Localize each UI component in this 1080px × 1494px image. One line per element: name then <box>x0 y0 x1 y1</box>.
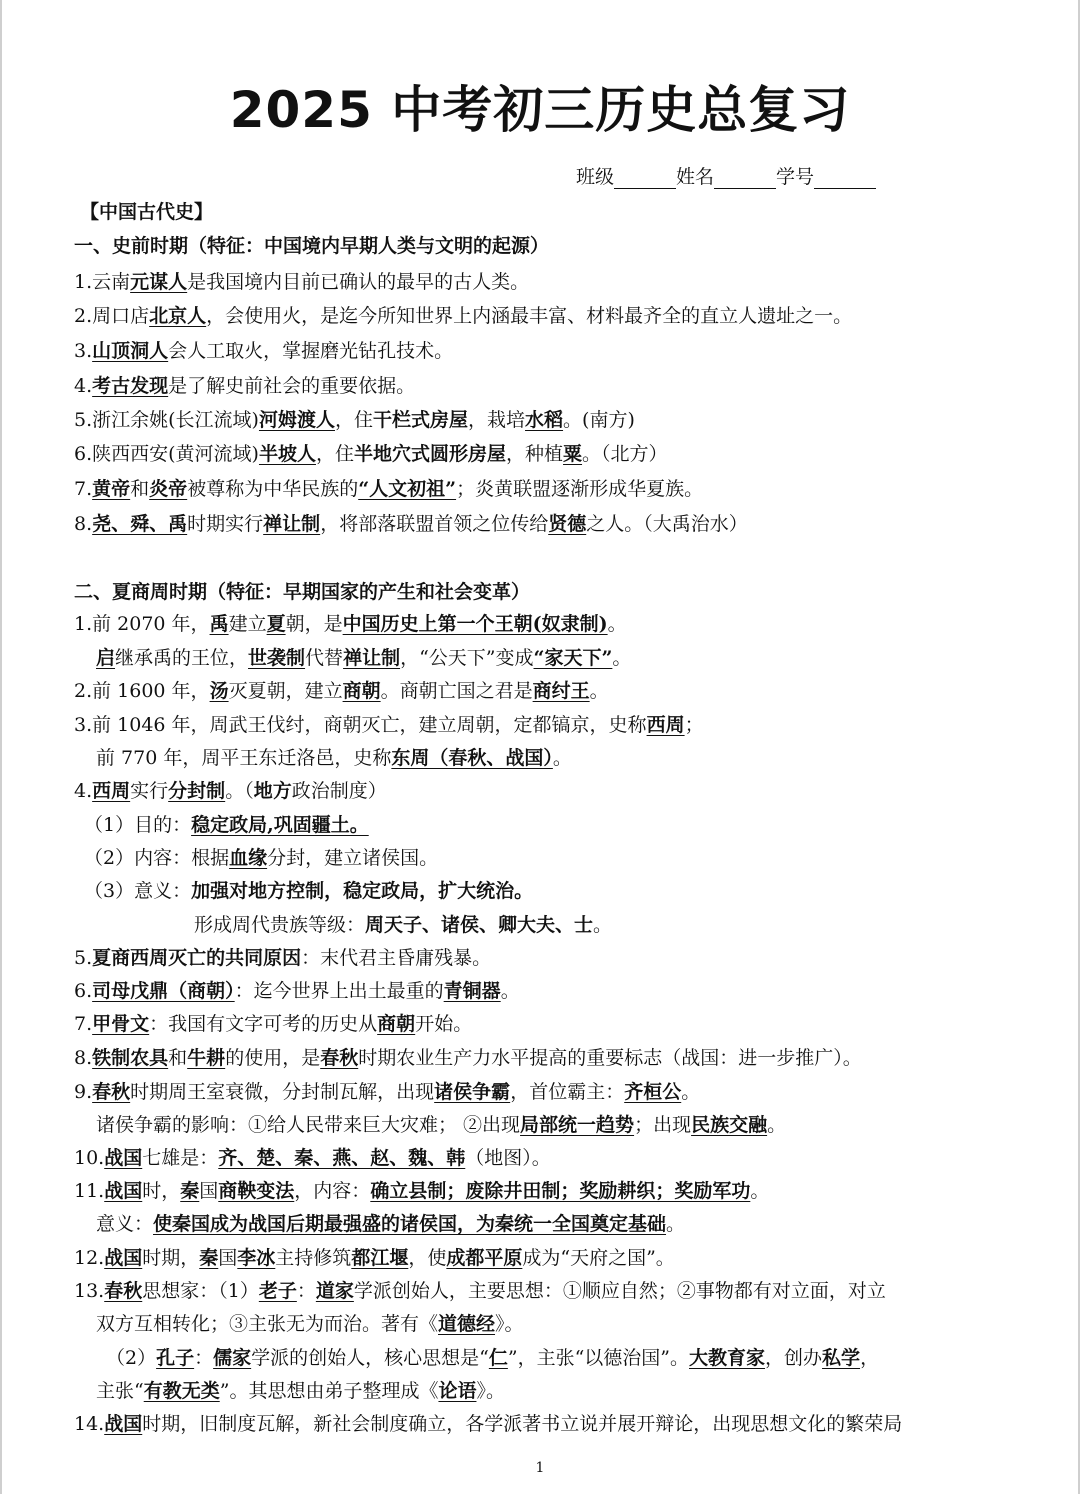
key-term: “人文初祖” <box>358 478 457 500</box>
text-run: 是了解史前社会的重要依据。 <box>168 375 416 397</box>
text-run: ；炎黄联盟逐渐形成华夏族。 <box>456 478 704 500</box>
text-run: 时期周王室衰微，分封制瓦解，出现 <box>130 1081 435 1103</box>
text-run: ， <box>860 1347 880 1369</box>
key-term: 尧、舜、禹 <box>92 513 188 535</box>
key-term: 老子 <box>258 1280 297 1302</box>
key-term: 春秋 <box>104 1280 143 1302</box>
text-run: 继承禹的王位， <box>115 647 249 669</box>
key-term: 秦 <box>180 1180 200 1202</box>
key-term: 中国历史上第一个王朝(奴隶制) <box>342 613 608 635</box>
key-term: 李冰 <box>237 1247 276 1269</box>
key-term: 齐、楚、秦、燕、赵、魏、韩 <box>218 1147 466 1169</box>
key-term: 孔子 <box>156 1347 195 1369</box>
text-line <box>96 1312 524 1336</box>
key-term: 粟 <box>563 443 583 465</box>
key-term: 甲骨文 <box>92 1013 150 1035</box>
text-line <box>74 979 520 1003</box>
key-term: 有教无类 <box>143 1380 220 1402</box>
text-run: 3.前 1046 年，周武王伐纣，商朝灭亡，建立周朝，定都镐京，史称 <box>74 714 647 736</box>
text-run: 5.浙江余姚(长江流域) <box>74 409 259 431</box>
text-run: 。 <box>612 647 632 669</box>
id-label: 学号 <box>776 166 815 188</box>
text-run: ，种植 <box>506 443 564 465</box>
text-line <box>84 879 533 903</box>
text-run: 形成周代贵族等级： <box>194 914 366 936</box>
text-run: 。 <box>552 747 572 769</box>
text-run: 双方互相转化；③主张无为而治。著有《 <box>96 1313 439 1335</box>
key-term: 启 <box>96 647 116 669</box>
text-run: ，住 <box>334 409 373 431</box>
text-line <box>74 1246 675 1270</box>
text-line <box>74 779 387 803</box>
text-run: 七雄是： <box>142 1147 219 1169</box>
text-run: 11. <box>74 1180 105 1202</box>
text-run: 。（ <box>225 780 254 802</box>
text-run: ，使 <box>408 1247 447 1269</box>
key-term: 战国 <box>104 1413 143 1435</box>
text-line <box>74 1046 862 1070</box>
key-term: 禅让制 <box>343 647 401 669</box>
key-term: 黄帝 <box>92 478 131 500</box>
text-run: 。 <box>681 1081 701 1103</box>
key-term: 诸侯争霸 <box>434 1081 511 1103</box>
bold-text: 加强对地方控制，稳定政局，扩大统治。 <box>191 880 534 902</box>
text-run: 8. <box>74 513 93 535</box>
text-run: ： <box>296 1280 316 1302</box>
text-run: ”，主张“以德治国”。 <box>507 1347 690 1369</box>
text-run: 4. <box>74 375 93 397</box>
key-term: 道家 <box>315 1280 354 1302</box>
key-term: 成都平原 <box>446 1247 523 1269</box>
text-line <box>74 374 415 398</box>
text-line <box>74 1012 472 1036</box>
key-term: 青铜器 <box>443 980 501 1002</box>
key-term: 水稻 <box>525 409 564 431</box>
key-term: 都江堰 <box>351 1247 409 1269</box>
text-line <box>74 1412 902 1436</box>
text-run: 》。 <box>476 1380 505 1402</box>
text-run: ：末代君主昏庸残暴。 <box>301 947 492 969</box>
text-run: （2） <box>106 1347 157 1369</box>
text-run: 。 <box>750 1180 770 1202</box>
text-run: 13. <box>74 1280 105 1302</box>
key-term: 北京人 <box>149 305 207 327</box>
text-run: （3）意义： <box>84 880 192 902</box>
key-term: 世袭制 <box>248 647 306 669</box>
text-line <box>74 1080 700 1104</box>
class-label: 班级 <box>576 166 615 188</box>
text-run: （地图）。 <box>465 1147 551 1169</box>
text-run: 主张“ <box>96 1380 144 1402</box>
text-line <box>74 442 668 466</box>
text-run: ，会使用火，是迄今所知世界上内涵最丰富、材料最齐全的直立人遗址之一。 <box>206 305 853 327</box>
text-run: 7. <box>74 1013 93 1035</box>
text-line <box>74 1279 886 1303</box>
text-run: 政治制度） <box>291 780 387 802</box>
text-line <box>74 339 453 363</box>
key-term: 夏 <box>266 613 286 635</box>
key-term: 血缘 <box>229 847 268 869</box>
text-line <box>96 1379 505 1403</box>
text-run: 朝，是 <box>285 613 343 635</box>
text-run: 3. <box>74 340 93 362</box>
bold-text: 半地穴式圆形房屋 <box>354 443 507 465</box>
text-run: 思想家：（1） <box>142 1280 259 1302</box>
text-run: 》。 <box>495 1313 524 1335</box>
class-blank[interactable] <box>614 170 676 189</box>
key-term: 禅让制 <box>263 513 321 535</box>
text-line <box>74 612 627 636</box>
text-run: 主持修筑 <box>275 1247 352 1269</box>
key-term: 局部统一趋势 <box>520 1114 635 1136</box>
key-term: 论语 <box>438 1380 477 1402</box>
key-term: 牛耕 <box>187 1047 226 1069</box>
text-run: 被尊称为中华民族的 <box>187 478 359 500</box>
text-run: 诸侯争霸的影响：①给人民带来巨大灾难； ②出现 <box>96 1114 521 1136</box>
text-run: 分封，建立诸侯国。 <box>267 847 439 869</box>
text-run: 开始。 <box>415 1013 473 1035</box>
key-term: 稳定政局,巩固疆土。 <box>191 814 369 836</box>
bold-text: 夏商西周灭亡的共同原因 <box>92 947 302 969</box>
text-run: 。商朝亡国之君是 <box>380 680 533 702</box>
text-line <box>96 1113 786 1137</box>
class-info <box>576 162 876 189</box>
text-line <box>96 746 572 770</box>
bold-text: 地方 <box>253 780 292 802</box>
text-run: 6. <box>74 980 93 1002</box>
key-term: 使秦国成为战国后期最强盛的诸侯国，为秦统一全国奠定基础 <box>153 1213 667 1235</box>
key-term: 河姆渡人 <box>258 409 335 431</box>
key-term: 战国 <box>104 1247 143 1269</box>
text-run: 成为“天府之国”。 <box>522 1247 675 1269</box>
key-term: 战国 <box>104 1180 143 1202</box>
text-line <box>74 1146 551 1170</box>
key-term: 确立县制；废除井田制；奖励耕织；奖励军功 <box>370 1180 751 1202</box>
name-label: 姓名 <box>676 166 715 188</box>
key-term: 商鞅变法 <box>218 1180 295 1202</box>
text-run: 学派创始人，主要思想：①顺应自然；②事物都有对立面，对立 <box>353 1280 886 1302</box>
key-term: 私学 <box>822 1347 861 1369</box>
text-run: （2）内容：根据 <box>84 847 230 869</box>
key-term: 秦 <box>199 1247 219 1269</box>
key-term: 贤德 <box>548 513 587 535</box>
text-run: 和 <box>168 1047 188 1069</box>
key-term: 春秋 <box>92 1081 131 1103</box>
key-term: 战国 <box>104 1147 143 1169</box>
text-run: ，住 <box>315 443 354 465</box>
key-term: 大教育家 <box>689 1347 766 1369</box>
text-run: 6.陕西西安(黄河流域) <box>74 443 259 465</box>
section-heading: 【中国古代史】 <box>80 201 214 223</box>
text-run: 。 <box>607 613 627 635</box>
key-term: 汤 <box>209 680 229 702</box>
heading-prehistory: 一、史前时期（特征：中国境内早期人类与文明的起源） <box>74 235 550 257</box>
key-term: 商朝 <box>342 680 381 702</box>
text-run: 10. <box>74 1147 105 1169</box>
text-run: 。 <box>589 680 609 702</box>
key-term: 考古发现 <box>92 375 169 397</box>
key-term: 东周（春秋、战国） <box>391 747 553 769</box>
text-run: ：迄今世界上出土最重的 <box>234 980 444 1002</box>
bold-text: 周天子、诸侯、卿大夫、士 <box>365 914 594 936</box>
text-run: ，创办 <box>765 1347 823 1369</box>
text-run: ，内容： <box>294 1180 371 1202</box>
text-run: ；出现 <box>634 1114 692 1136</box>
text-run: 国 <box>218 1247 238 1269</box>
key-term: 禹 <box>209 613 229 635</box>
key-term: 铁制农具 <box>92 1047 169 1069</box>
text-run: 和 <box>130 478 150 500</box>
text-run: （1）目的： <box>84 814 192 836</box>
text-run: 代替 <box>305 647 344 669</box>
text-line <box>74 512 748 536</box>
text-line <box>74 713 704 737</box>
text-run: 时期，旧制度瓦解，新社会制度确立，各学派著书立说并展开辩论，出现思想文化的繁荣局 <box>142 1413 903 1435</box>
text-line <box>96 1212 685 1236</box>
text-line <box>74 304 852 328</box>
text-run: 的使用，是 <box>225 1047 321 1069</box>
text-line <box>84 846 438 870</box>
text-run: 。 <box>593 914 613 936</box>
text-line <box>194 913 612 937</box>
key-term: 半坡人 <box>258 443 316 465</box>
text-run: 。(南方) <box>563 409 635 431</box>
text-run: 意义： <box>96 1213 154 1235</box>
text-run: 时期实行 <box>187 513 264 535</box>
heading-xia-shang-zhou: 二、夏商周时期（特征：早期国家的产生和社会变革） <box>74 581 531 603</box>
text-run: ，首位霸主： <box>510 1081 625 1103</box>
text-run: ”。其思想由弟子整理成《 <box>219 1380 439 1402</box>
text-run: 是我国境内目前已确认的最早的古人类。 <box>187 271 530 293</box>
text-run: 。（北方） <box>582 443 668 465</box>
text-run: ： <box>194 1347 214 1369</box>
text-run: 。 <box>500 980 520 1002</box>
key-term: 儒家 <box>213 1347 252 1369</box>
key-term: 春秋 <box>320 1047 359 1069</box>
text-run: 4. <box>74 780 93 802</box>
text-line <box>106 1346 879 1370</box>
key-term: 炎帝 <box>149 478 188 500</box>
key-term: 仁 <box>488 1347 508 1369</box>
text-run: 14. <box>74 1413 105 1435</box>
text-run: 之人。（大禹治水） <box>586 513 748 535</box>
text-run: 时期农业生产力水平提高的重要标志（战国：进一步推广）。 <box>358 1047 862 1069</box>
key-term: 民族交融 <box>691 1114 768 1136</box>
text-run: 5. <box>74 947 93 969</box>
text-run: ：我国有文字可考的历史从 <box>149 1013 378 1035</box>
text-run: 灭夏朝，建立 <box>228 680 343 702</box>
key-term: 元谋人 <box>130 271 188 293</box>
text-run: 建立 <box>228 613 267 635</box>
key-term: “家天下” <box>533 647 613 669</box>
text-run: 实行 <box>130 780 169 802</box>
page-number: 1 <box>535 1460 545 1476</box>
text-line <box>84 813 369 837</box>
text-run: 8. <box>74 1047 93 1069</box>
text-line <box>74 1179 769 1203</box>
text-run: 。 <box>666 1213 686 1235</box>
text-run: 7. <box>74 478 93 500</box>
text-run: 。 <box>767 1114 787 1136</box>
text-run: 会人工取火，掌握磨光钻孔技术。 <box>168 340 454 362</box>
text-run: 12. <box>74 1247 105 1269</box>
text-run: 学派的创始人，核心思想是“ <box>251 1347 489 1369</box>
name-blank[interactable] <box>714 170 776 189</box>
key-term: 西周 <box>646 714 685 736</box>
text-line <box>74 408 635 432</box>
key-term: 分封制 <box>168 780 226 802</box>
text-run: ，“公天下”变成 <box>400 647 534 669</box>
text-run: 9. <box>74 1081 93 1103</box>
key-term: 山顶洞人 <box>92 340 169 362</box>
key-term: 商纣王 <box>532 680 590 702</box>
text-run: 2.周口店 <box>74 305 150 327</box>
text-run: 国 <box>199 1180 219 1202</box>
text-line <box>74 477 703 501</box>
key-term: 齐桓公 <box>624 1081 682 1103</box>
page-title: 2025 中考初三历史总复习 <box>229 81 851 139</box>
key-term: 西周 <box>92 780 131 802</box>
text-line <box>74 946 491 970</box>
text-line <box>74 679 609 703</box>
text-run: 1.云南 <box>74 271 131 293</box>
id-blank[interactable] <box>814 170 876 189</box>
text-run: 1.前 2070 年， <box>74 613 210 635</box>
bold-text: 干栏式房屋 <box>373 409 469 431</box>
text-run: ； <box>684 714 704 736</box>
key-term: 商朝 <box>377 1013 416 1035</box>
text-run: ，栽培 <box>468 409 526 431</box>
text-run: 时， <box>142 1180 181 1202</box>
text-run: 2.前 1600 年， <box>74 680 210 702</box>
text-run: 时期， <box>142 1247 200 1269</box>
key-term: 道德经 <box>438 1313 496 1335</box>
text-line <box>96 646 631 670</box>
text-line <box>74 270 529 294</box>
text-run: ，将部落联盟首领之位传给 <box>320 513 549 535</box>
key-term: 司母戊鼎（商朝） <box>92 980 235 1002</box>
text-run: 前 770 年，周平王东迁洛邑，史称 <box>96 747 392 769</box>
